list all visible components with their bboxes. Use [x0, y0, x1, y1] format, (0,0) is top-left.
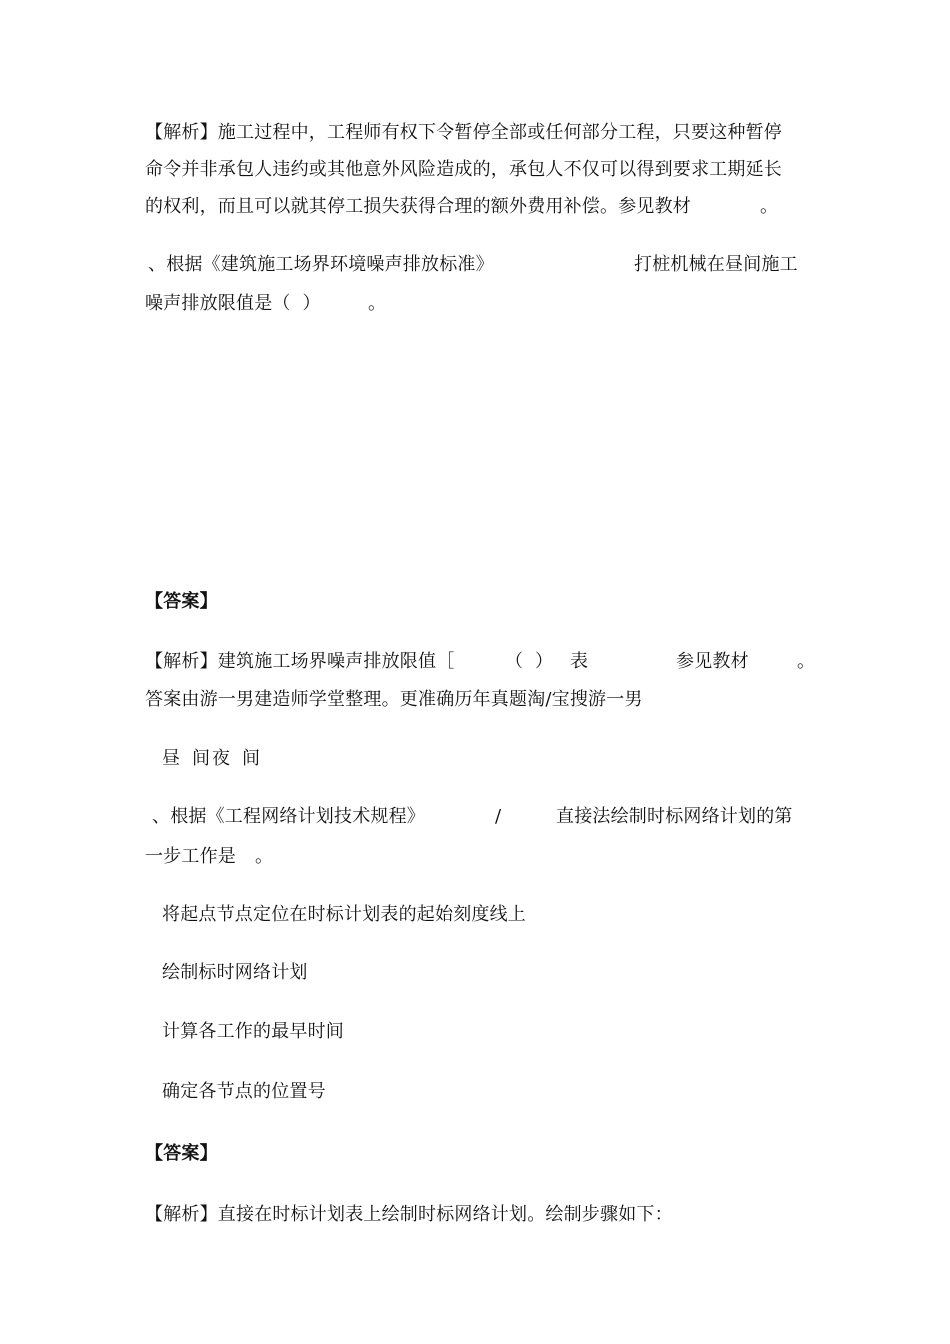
punctuation: 。: [368, 293, 387, 314]
question-text: 直接法绘制时标网络计划的第: [556, 806, 793, 827]
analysis-text: 答案由游一男建造师学堂整理。更准确历年真题淘/宝搜游一男: [145, 689, 643, 710]
question-text: /: [495, 806, 502, 827]
punctuation: 。: [797, 651, 816, 672]
answer-label: 【答案】: [145, 1143, 218, 1164]
option-c: 计算各工作的最早时间: [162, 1021, 344, 1042]
table-header-night: 夜 间: [212, 748, 261, 769]
analysis-paragraph-line: 命令并非承包人违约或其他意外风险造成的，承包人不仅可以得到要求工期延长: [145, 159, 782, 180]
punctuation: 。: [760, 196, 779, 217]
question-text: 打桩机械在昼间施工: [634, 254, 798, 275]
option-d: 确定各节点的位置号: [162, 1081, 326, 1102]
option-b: 绘制标时网络计划: [162, 962, 308, 983]
option-a: 将起点节点定位在时标计划表的起始刻度线上: [162, 904, 526, 925]
question-text: 噪声排放限值是（ ）: [145, 293, 321, 314]
analysis-text: 【解析】直接在时标计划表上绘制时标网络计划。绘制步骤如下：: [145, 1204, 673, 1225]
analysis-paragraph-line: 【解析】施工过程中，工程师有权下令暂停全部或任何部分工程，只要这种暂停: [145, 122, 782, 143]
question-text: 、根据《工程网络计划技术规程》: [152, 806, 425, 827]
analysis-text: （ ）: [505, 651, 554, 672]
analysis-text: 参见教材: [676, 651, 749, 672]
answer-label: 【答案】: [145, 591, 218, 612]
question-text: 一步工作是: [145, 846, 236, 867]
punctuation: 。: [255, 846, 274, 867]
analysis-text: 【解析】建筑施工场界噪声排放限值［: [145, 651, 455, 672]
analysis-paragraph-line: 的权利，而且可以就其停工损失获得合理的额外费用补偿。参见教材: [145, 196, 691, 217]
analysis-text: 表: [570, 651, 589, 672]
table-header-day: 昼 间: [162, 748, 211, 769]
question-text: 、根据《建筑施工场界环境噪声排放标准》: [148, 254, 494, 275]
